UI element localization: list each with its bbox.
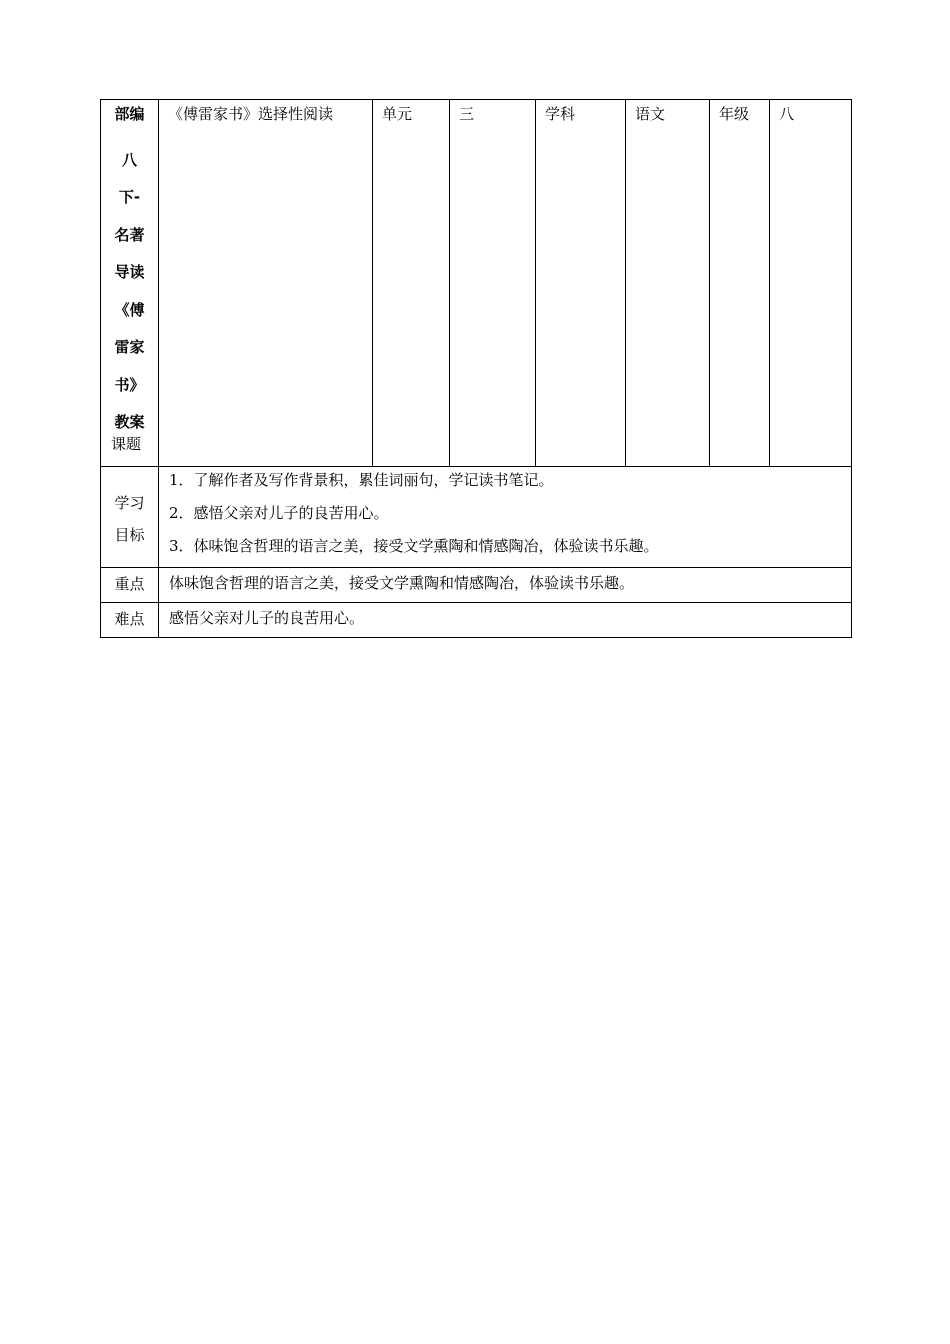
- topic-label: 课题: [111, 435, 142, 453]
- goal-item: 1．了解作者及写作背景积，累佳词丽句，学记读书笔记。: [169, 471, 554, 489]
- title-line: 部编: [114, 105, 145, 123]
- goals-label-cell: [101, 467, 159, 568]
- difficulty-text: 感悟父亲对儿子的良苦用心。: [159, 603, 852, 638]
- title-line: 教案: [114, 413, 145, 431]
- key-point-label: 重点: [101, 568, 159, 603]
- title-line: 下-: [118, 188, 141, 206]
- subject-value: 语文: [626, 100, 710, 467]
- difficulty-row: [101, 603, 852, 638]
- goals-label-line: 学习: [114, 494, 145, 512]
- goal-item: 2．感悟父亲对儿子的良苦用心。: [169, 504, 389, 522]
- key-point-text: 体味饱含哲理的语言之美，接受文学熏陶和情感陶冶，体验读书乐趣。: [159, 568, 852, 603]
- title-line: 雷家: [114, 338, 145, 356]
- title-line: 导读: [114, 263, 145, 281]
- goals-row: [101, 467, 852, 568]
- topic-value: 《傅雷家书》选择性阅读: [159, 100, 373, 467]
- unit-label: 单元: [373, 100, 450, 467]
- difficulty-label: 难点: [101, 603, 159, 638]
- title-line: 八: [121, 150, 137, 169]
- title-line: 书》: [114, 375, 145, 394]
- grade-value: 八: [770, 100, 852, 467]
- title-line: 《傅: [114, 300, 145, 319]
- lesson-title-cell: [101, 100, 159, 467]
- goals-content: [159, 467, 852, 568]
- goals-label-line: 目标: [114, 526, 145, 544]
- unit-value: 三: [450, 100, 536, 467]
- key-point-row: [101, 568, 852, 603]
- grade-label: 年级: [710, 100, 770, 467]
- title-line: 名著: [114, 225, 145, 244]
- lesson-plan-table: [100, 99, 852, 638]
- subject-label: 学科: [536, 100, 626, 467]
- header-row: [101, 100, 852, 467]
- goal-item: 3．体味饱含哲理的语言之美，接受文学熏陶和情感陶冶，体验读书乐趣。: [169, 537, 659, 555]
